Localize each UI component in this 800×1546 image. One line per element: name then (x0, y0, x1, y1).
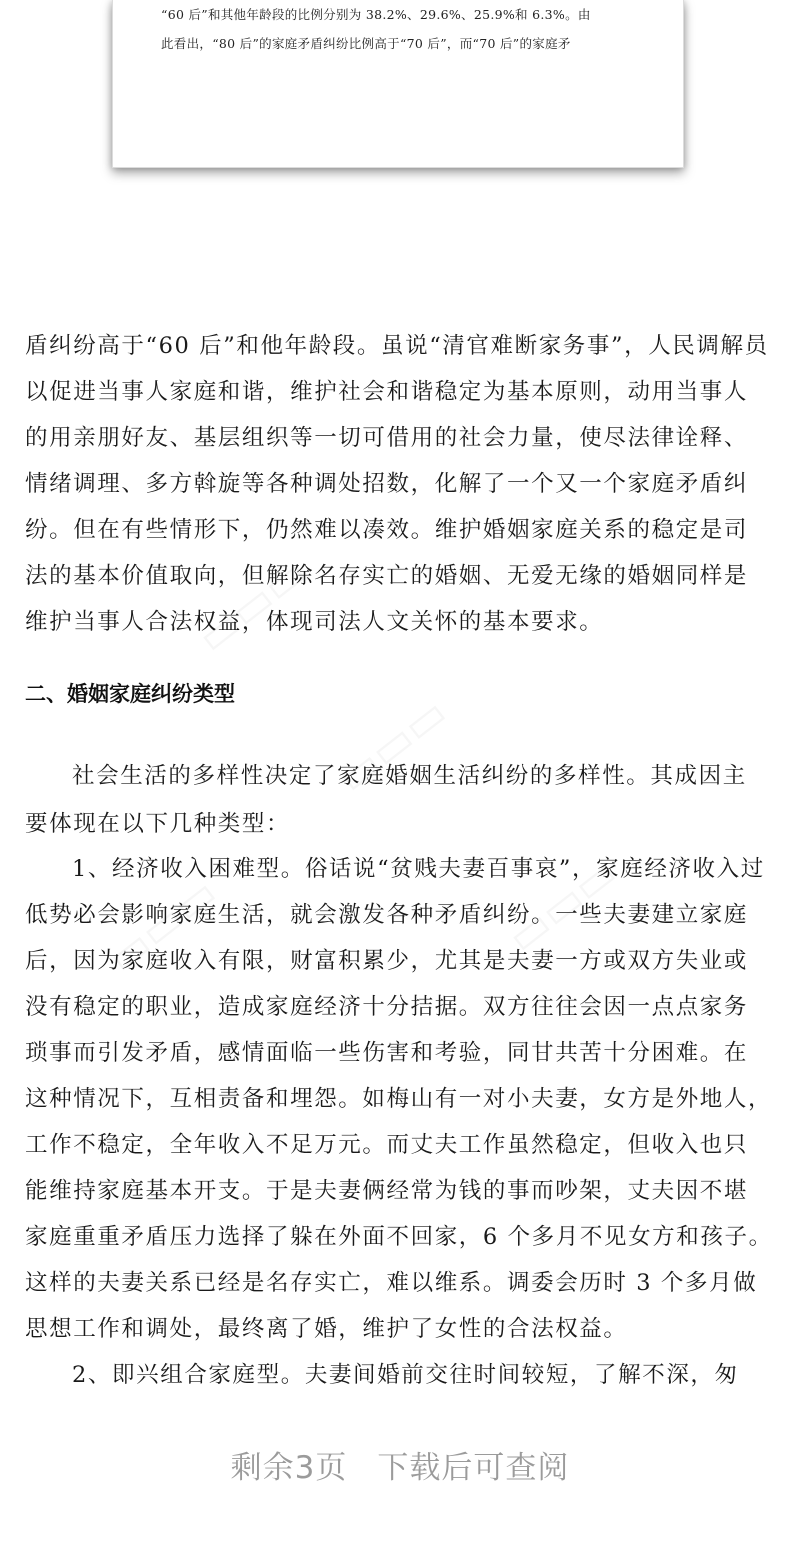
paragraph-line: 低势必会影响家庭生活，就会激发各种矛盾纠纷。一些夫妻建立家庭 (25, 902, 749, 928)
paragraph-line: 琐事而引发矛盾，感情面临一些伤害和考验，同甘共苦十分困难。在 (25, 1040, 749, 1066)
paragraph-line: 的用亲朋好友、基层组织等一切可借用的社会力量，使尽法律诠释、 (25, 425, 749, 451)
paragraph-line: 没有稳定的职业，造成家庭经济十分拮据。双方往往会因一点点家务 (25, 994, 749, 1020)
paragraph-line: 社会生活的多样性决定了家庭婚姻生活纠纷的多样性。其成因主 (72, 763, 747, 789)
paragraph-line: 2、即兴组合家庭型。夫妻间婚前交往时间较短，了解不深，匆 (72, 1362, 739, 1388)
paragraph-line: 纷。但在有些情形下，仍然难以凑效。维护婚姻家庭关系的稳定是司 (25, 517, 749, 543)
download-to-view-label: 下载后可查阅 (377, 1450, 570, 1486)
paragraph-line: 要体现在以下几种类型： (25, 811, 291, 837)
remaining-pages-label: 剩余3页 (230, 1450, 348, 1486)
paragraph-line: 1、经济收入困难型。俗话说“贫贱夫妻百事哀”，家庭经济收入过 (72, 856, 765, 882)
paragraph-line: 法的基本价值取向，但解除名存实亡的婚姻、无爱无缘的婚姻同样是 (25, 563, 749, 589)
paragraph-line: 情绪调理、多方斡旋等各种调处招数，化解了一个又一个家庭矛盾纠 (25, 471, 749, 497)
paragraph-line: 以促进当事人家庭和谐，维护社会和谐稳定为基本原则，动用当事人 (25, 379, 749, 405)
paragraph-line: 盾纠纷高于“60 后”和他年龄段。虽说“清官难断家务事”，人民调解员 (25, 333, 769, 359)
paragraph-line: 家庭重重矛盾压力选择了躲在外面不回家，6 个多月不见女方和孩子。 (25, 1224, 773, 1250)
paragraph-line: 维护当事人合法权益，体现司法人文关怀的基本要求。 (25, 609, 604, 635)
download-prompt[interactable] (0, 1448, 800, 1488)
page-preview-card (112, 0, 684, 168)
paragraph-line: 这样的夫妻关系已经是名存实亡，难以维系。调委会历时 3 个多月做 (25, 1270, 758, 1296)
paragraph-line: 思想工作和调处，最终离了婚，维护了女性的合法权益。 (25, 1316, 628, 1342)
paragraph-line: 能维持家庭基本开支。于是夫妻俩经常为钱的事而吵架，丈夫因不堪 (25, 1178, 749, 1204)
paragraph-line: 后，因为家庭收入有限，财富积累少，尤其是夫妻一方或双方失业或 (25, 948, 749, 974)
card-text-line: “60 后”和其他年龄段的比例分别为 38.2%、29.6%、25.9%和 6.3%。由 (161, 7, 591, 22)
card-text-line: 此看出，“80 后”的家庭矛盾纠纷比例高于“70 后”，而“70 后”的家庭矛 (161, 36, 571, 51)
paragraph-line: 工作不稳定，全年收入不足万元。而丈夫工作虽然稳定，但收入也只 (25, 1132, 749, 1158)
paragraph-line: 这种情况下，互相责备和埋怨。如梅山有一对小夫妻，女方是外地人， (25, 1086, 773, 1112)
section-heading: 二、婚姻家庭纠纷类型 (25, 682, 235, 706)
